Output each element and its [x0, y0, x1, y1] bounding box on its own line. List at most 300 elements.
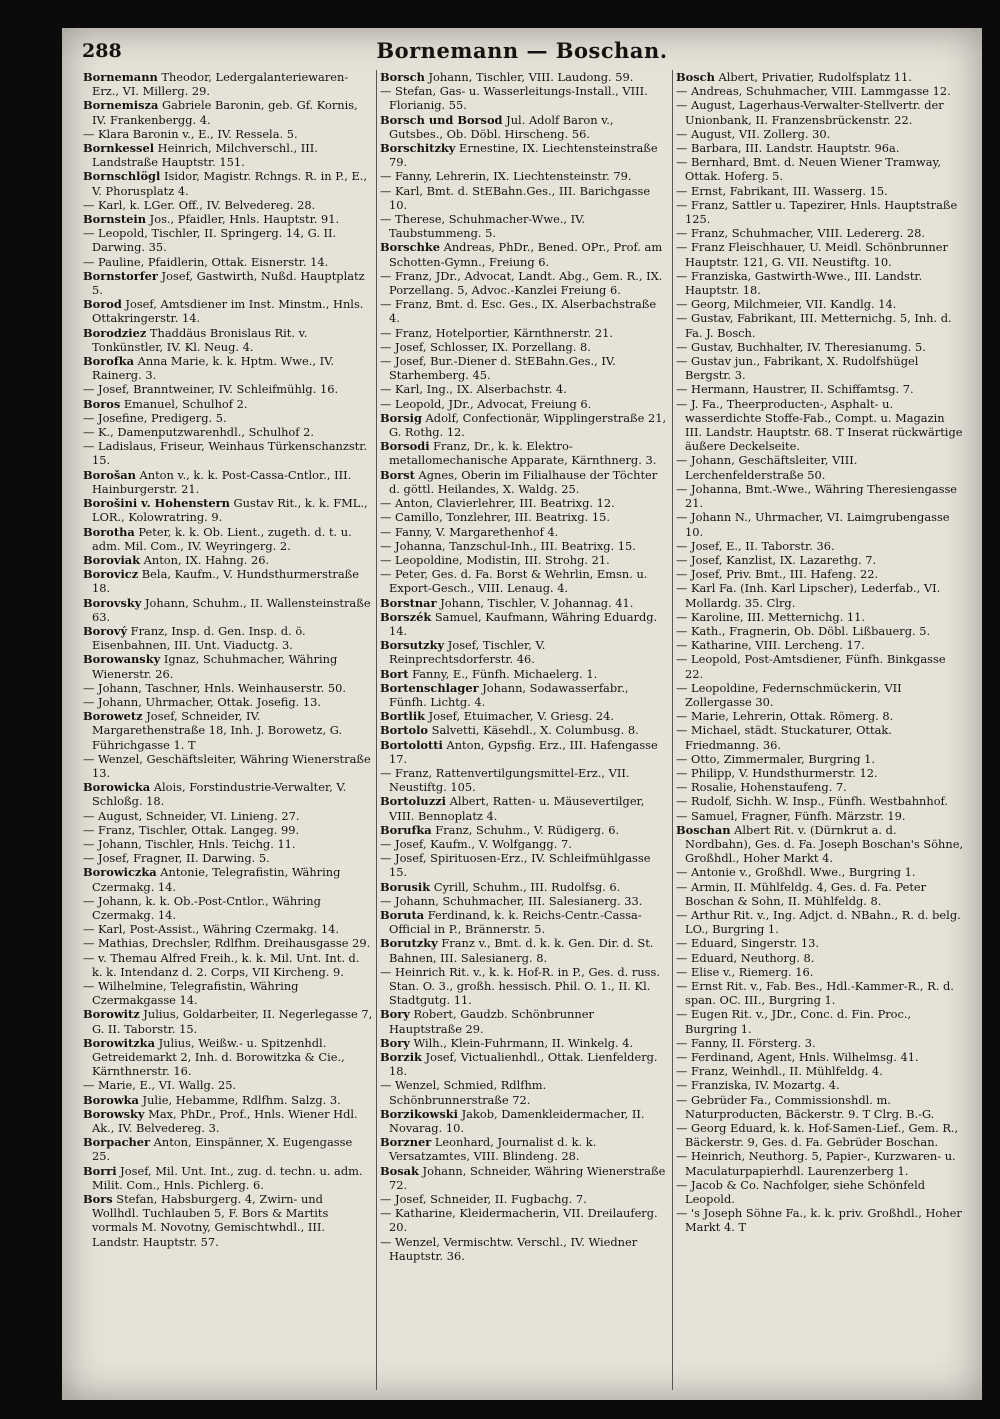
entry-text: — Josef, Schlosser, IX. Porzellang. 8. — [380, 339, 591, 354]
directory-entry — [676, 979, 965, 1007]
entry-text: Adolf, Confectionär, Wipplingerstraße 21, G. Rothg. 12. — [389, 410, 667, 440]
entry-text: — Eugen Rit. v., JDr., Conc. d. Fin. Proc., Burgring 1. — [676, 1007, 912, 1036]
directory-entry — [83, 894, 373, 922]
entry-text: — Johann, Schuhmacher, III. Salesianerg. 33. — [380, 893, 643, 908]
entry-text: — J. Fa., Theerproducten-, Asphalt- u. wasserdichte Stoffe-Fab., Compt. u. Magazin III. Landstr. Hauptstr. 68. T Inserat rückwärtige äußere Deckelseite. — [676, 396, 963, 454]
entry-name: Bort — [380, 666, 409, 681]
entry-text: — Leopoldine, Modistin, III. Strohg. 21. — [380, 552, 610, 567]
directory-entry — [676, 1064, 965, 1078]
entry-text: — Georg Eduard, k. k. Hof-Samen-Lief., Gem. R., Bäckerstr. 9, Ges. d. Fa. Gebrüder Boschan. — [676, 1121, 959, 1150]
directory-entry — [83, 1164, 373, 1192]
entry-text: — Camillo, Tonzlehrer, III. Beatrixg. 15. — [380, 510, 610, 525]
entry-text: — v. Themau Alfred Freih., k. k. Mil. Unt. Int. d. k. k. Intendanz d. 2. Corps, VII Kircheng. 9. — [83, 950, 360, 979]
entry-name: Boroviak — [83, 552, 141, 567]
entry-text: Josef, Mil. Unt. Int., zug. d. techn. u. adm. Milit. Com., Hnls. Pichlerg. 6. — [92, 1163, 363, 1192]
entry-text: — Gustav, Buchhalter, IV. Theresianumg. 5. — [676, 339, 926, 354]
entry-text: Josef, Tischler, V. Reinprechtsdorferstr. 46. — [389, 638, 546, 667]
directory-entry — [676, 84, 965, 98]
entry-name: Borsch und Borsod — [380, 112, 503, 127]
entry-text: Julie, Hebamme, Rdlfhm. Salzg. 3. — [138, 1092, 341, 1107]
directory-entry — [676, 610, 965, 624]
directory-entry — [676, 1007, 965, 1035]
directory-entry — [83, 354, 373, 382]
entry-text: — Karl, k. LGer. Off., IV. Belvedereg. 28. — [83, 197, 316, 212]
entry-text: — Klara Baronin v., E., IV. Ressela. 5. — [83, 126, 298, 141]
entry-text: — August, Schneider, VI. Linieng. 27. — [83, 808, 300, 823]
directory-entry — [83, 936, 373, 950]
entry-text: — Franz, Schuhmacher, VIII. Ledererg. 28. — [676, 226, 925, 241]
entry-text: — Johanna, Bmt.-Wwe., Währing Theresiengasse 21. — [676, 481, 958, 511]
entry-text: — Fanny, II. Försterg. 3. — [676, 1035, 816, 1050]
entry-text: — 's Joseph Söhne Fa., k. k. priv. Großhdl., Hoher Markt 4. T — [676, 1206, 962, 1235]
entry-text: — Johann, Taschner, Hnls. Weinhauserstr. 50. — [83, 680, 347, 695]
directory-entry — [380, 709, 669, 723]
entry-name: Borzikowski — [380, 1106, 458, 1121]
directory-entry — [380, 553, 669, 567]
directory-entry — [83, 269, 373, 297]
entry-name: Borowicka — [83, 780, 151, 795]
entry-text: — Franziska, IV. Mozartg. 4. — [676, 1078, 840, 1093]
directory-entry — [380, 610, 669, 638]
directory-entry — [380, 681, 669, 709]
entry-name: Borošan — [83, 467, 136, 482]
entry-text: — Franz, Hotelportier, Kärnthnerstr. 21. — [380, 325, 613, 340]
directory-entry — [676, 226, 965, 240]
entry-name: Borri — [83, 1163, 117, 1178]
entry-text: Robert, Gaudzb. Schönbrunner Hauptstraße 29. — [389, 1007, 594, 1036]
entry-text: — Andreas, Schuhmacher, VIII. Lammgasse 12. — [676, 84, 951, 99]
directory-entry — [676, 184, 965, 198]
directory-entry — [83, 397, 373, 411]
directory-entry — [380, 723, 669, 737]
directory-entry — [676, 823, 965, 866]
directory-entry — [676, 780, 965, 794]
entry-text: Johann, Tischler, VIII. Laudong. 59. — [424, 70, 634, 84]
entry-text: — Josef, Spirituosen-Erz., IV. Schleifmühlgasse 15. — [380, 851, 651, 880]
entry-name: Borstnar — [380, 595, 437, 610]
entry-text: — Fanny, V. Margarethenhof 4. — [380, 524, 559, 539]
entry-text: Ernestine, IX. Liechtensteinstraße 79. — [389, 141, 658, 170]
entry-text: — Armin, II. Mühlfeldg. 4, Ges. d. Fa. Peter Boschan & Sohn, II. Mühlfeldg. 8. — [676, 879, 927, 908]
entry-name: Borsutzky — [380, 638, 445, 653]
page-header — [62, 28, 982, 68]
entry-text: Samuel, Kaufmann, Währing Eduardg. 14. — [389, 609, 658, 638]
directory-entry — [380, 1206, 669, 1234]
entry-text: Johann, Schuhm., II. Wallensteinstraße 63. — [92, 595, 371, 624]
entry-text: Isidor, Magistr. Rchngs. R. in P., E., V. Phorusplatz 4. — [92, 169, 367, 198]
entry-text: — Josefine, Predigerg. 5. — [83, 410, 227, 425]
entry-text: Albert, Privatier, Rudolfsplatz 11. — [714, 70, 912, 84]
entry-text: Johann, Sodawasserfabr., Fünfh. Lichtg. 4. — [389, 680, 629, 709]
entry-name: Borzner — [380, 1135, 432, 1150]
entry-name: Bornemisza — [83, 98, 159, 113]
directory-entry — [676, 709, 965, 723]
directory-entry — [83, 851, 373, 865]
directory-entry — [83, 1107, 373, 1135]
entry-text: — Josef, Fragner, II. Darwing. 5. — [83, 851, 270, 866]
directory-entry — [676, 951, 965, 965]
entry-text: — Wenzel, Vermischtw. Verschl., IV. Wiedner Hauptstr. 36. — [380, 1234, 638, 1263]
directory-entry — [380, 1164, 669, 1192]
entry-text: — Anton, Clavierlehrer, III. Beatrixg. 12. — [380, 496, 615, 511]
entry-text: — Ladislaus, Friseur, Weinhaus Türkenschanzstr. 15. — [83, 439, 368, 468]
entry-name: Bortenschlager — [380, 680, 479, 695]
entry-text: — Johann N., Uhrmacher, VI. Laimgrubengasse 10. — [676, 510, 950, 539]
entry-name: Bory — [380, 1035, 410, 1050]
entry-name: Bosak — [380, 1163, 419, 1178]
entry-text: — Josef, Schneider, II. Fugbachg. 7. — [380, 1192, 587, 1207]
entry-name: Borowka — [83, 1092, 139, 1107]
entry-text: — Rudolf, Sichh. W. Insp., Fünfh. Westbahnhof. — [676, 794, 948, 809]
directory-entry — [83, 922, 373, 936]
directory-entry — [676, 1149, 965, 1177]
directory-entry — [380, 340, 669, 354]
entry-text: — Stefan, Gas- u. Wasserleitungs-Install., VIII. Florianig. 55. — [380, 84, 648, 113]
entry-text: Julius, Goldarbeiter, II. Negerlegasse 7, G. II. Taborstr. 15. — [92, 1007, 373, 1036]
directory-entry — [676, 1121, 965, 1149]
directory-entry — [676, 510, 965, 538]
entry-name: Borowiczka — [83, 865, 157, 880]
directory-entry — [380, 510, 669, 524]
directory-entry — [380, 965, 669, 1008]
entry-text: — Katharine, Kleidermacherin, VII. Dreilauferg. 20. — [380, 1206, 658, 1235]
directory-entry — [676, 936, 965, 950]
running-head: Bornemann — Boschan. — [376, 38, 668, 63]
entry-name: Bors — [83, 1192, 113, 1207]
directory-entry — [83, 439, 373, 467]
directory-entry — [380, 908, 669, 936]
entry-name: Bortlik — [380, 709, 426, 724]
entry-text: — Johanna, Tanzschul-Inh., III. Beatrixg. 15. — [380, 538, 636, 553]
entry-text: — August, VII. Zollerg. 30. — [676, 126, 831, 141]
directory-entry — [83, 468, 373, 496]
entry-text: — Gustav, Fabrikant, III. Metternichg. 5, Inh. d. Fa. J. Bosch. — [676, 311, 952, 340]
directory-entry — [676, 382, 965, 396]
entry-text: — Ferdinand, Agent, Hnls. Wilhelmsg. 41. — [676, 1050, 919, 1065]
directory-entry — [676, 269, 965, 297]
entry-text: — Josef, E., II. Taborstr. 36. — [676, 538, 835, 553]
directory-entry — [676, 624, 965, 638]
entry-text: — August, Lagerhaus-Verwalter-Stellvertr. der Unionbank, II. Franzensbrückenstr. 22. — [676, 98, 944, 127]
entry-text: — Leopold, Tischler, II. Springerg. 14, G. II. Darwing. 35. — [83, 226, 337, 255]
entry-name: Borowetz — [83, 709, 143, 724]
entry-name: Borpacher — [83, 1135, 151, 1150]
entry-name: Borowansky — [83, 652, 161, 667]
entry-text: Ignaz, Schuhmacher, Währing Wienerstr. 26. — [92, 652, 338, 681]
directory-entry — [380, 1036, 669, 1050]
directory-entry — [676, 141, 965, 155]
entry-text: Gabriele Baronin, geb. Gf. Kornis, IV. Frankenbergg. 4. — [92, 98, 358, 127]
page-number: 288 — [82, 40, 122, 62]
entry-text: — Kath., Fragnerin, Ob. Döbl. Lißbauerg. 5. — [676, 623, 931, 638]
directory-entry — [380, 70, 669, 84]
entry-text: — Eduard, Singerstr. 13. — [676, 936, 819, 951]
entry-text: — Josef, Branntweiner, IV. Schleifmühlg. 16. — [83, 382, 339, 397]
entry-text: Stefan, Habsburgerg. 4, Zwirn- und Wollhdl. Tuchlauben 5, F. Bors & Martits vormals M. Novotny, Gemischtwhdl., III. Landstr. Hauptstr. 57. — [92, 1192, 329, 1249]
entry-text: — Philipp, V. Hundsthurmerstr. 12. — [676, 765, 878, 780]
entry-text: — Ernst, Fabrikant, III. Wasserg. 15. — [676, 183, 888, 198]
entry-text: — Franz, Rattenvertilgungsmittel-Erz., VII. Neustiftg. 105. — [380, 765, 630, 795]
entry-text: Gustav Rit., k. k. FML., LOR., Kolowratring. 9. — [92, 496, 368, 525]
directory-entry — [380, 894, 669, 908]
directory-entry — [676, 1206, 965, 1234]
directory-entry — [676, 127, 965, 141]
entry-text: Salvetti, Käsehdl., X. Columbusg. 8. — [428, 723, 639, 738]
directory-entry — [380, 837, 669, 851]
entry-text: — Johann, Tischler, Hnls. Teichg. 11. — [83, 836, 296, 851]
directory-entry — [380, 525, 669, 539]
entry-text: — K., Damenputzwarenhdl., Schulhof 2. — [83, 425, 314, 440]
directory-entry — [83, 596, 373, 624]
entry-text: — Samuel, Fragner, Fünfh. Märzstr. 19. — [676, 808, 906, 823]
entry-text: — Franz, Bmt. d. Esc. Ges., IX. Alserbachstraße 4. — [380, 297, 657, 326]
directory-entry — [380, 212, 669, 240]
directory-entry — [676, 539, 965, 553]
entry-name: Bornschlögl — [83, 169, 161, 184]
directory-entry — [83, 212, 373, 226]
entry-text: Antonie, Telegrafistin, Währing Czermakg. 14. — [92, 865, 341, 894]
entry-text: — Leopoldine, Federnschmückerin, VII Zollergasse 30. — [676, 680, 902, 709]
entry-text: Josef, Victualienhdl., Ottak. Lienfelderg. 18. — [389, 1050, 658, 1079]
directory-entry — [380, 936, 669, 964]
entry-name: Bornkessel — [83, 141, 155, 156]
directory-entry — [380, 240, 669, 268]
entry-text: Leonhard, Journalist d. k. k. Versatzamtes, VIII. Blindeng. 28. — [389, 1135, 597, 1164]
directory-entry — [676, 908, 965, 936]
entry-text: — Josef, Priv. Bmt., III. Hafeng. 22. — [676, 567, 879, 582]
directory-entry — [380, 269, 669, 297]
directory-entry — [83, 951, 373, 979]
directory-entry — [83, 979, 373, 1007]
entry-text: — Michael, städt. Stuckaturer, Ottak. Friedmanng. 36. — [676, 723, 892, 752]
entry-name: Borowitzka — [83, 1035, 155, 1050]
entry-text: Theodor, Ledergalanteriewaren-Erz., VI. Millerg. 29. — [92, 70, 349, 99]
entry-name: Borod — [83, 297, 122, 312]
directory-entry — [83, 127, 373, 141]
entry-text: Agnes, Oberin im Filialhause der Töchter d. göttl. Heilandes, X. Waldg. 25. — [389, 467, 658, 496]
entry-text: — Karl Fa. (Inh. Karl Lipscher), Lederfab., VI. Mollardg. 35. Clrg. — [676, 581, 941, 610]
entry-text: — Otto, Zimmermaler, Burgring 1. — [676, 751, 876, 766]
entry-name: Borový — [83, 623, 128, 638]
directory-entry — [676, 297, 965, 311]
directory-columns — [80, 70, 970, 1390]
entry-text: — Hermann, Haustrer, II. Schiffamtsg. 7. — [676, 382, 914, 397]
entry-text: — Katharine, VIII. Lercheng. 17. — [676, 638, 865, 653]
entry-text: Johann, Schneider, Währing Wienerstraße 72. — [389, 1163, 666, 1192]
entry-name: Borutzky — [380, 936, 438, 951]
directory-entry — [380, 1107, 669, 1135]
entry-name: Borošini v. Hohenstern — [83, 496, 230, 511]
directory-entry — [380, 539, 669, 553]
directory-entry — [676, 1050, 965, 1064]
entry-text: — Gebrüder Fa., Commissionshdl. m. Naturproducten, Bäckerstr. 9. T Clrg. B.-G. — [676, 1092, 935, 1121]
directory-entry — [380, 326, 669, 340]
directory-entry — [676, 397, 965, 454]
entry-text: — Josef, Bur.-Diener d. StEBahn.Ges., IV. Starhemberg. 45. — [380, 354, 616, 383]
entry-text: Wilh., Klein-Fuhrmann, II. Winkelg. 4. — [409, 1035, 634, 1050]
entry-text: Jos., Pfaidler, Hnls. Hauptstr. 91. — [146, 212, 340, 227]
directory-entry — [83, 652, 373, 680]
entry-text: — Therese, Schuhmacher-Wwe., IV. Taubstummeng. 5. — [380, 212, 586, 241]
directory-entry — [83, 1192, 373, 1249]
entry-text: Emanuel, Schulhof 2. — [120, 396, 248, 411]
entry-text: — Antonie v., Großhdl. Wwe., Burgring 1. — [676, 865, 916, 880]
entry-text: — Jacob & Co. Nachfolger, siehe Schönfeld Leopold. — [676, 1177, 926, 1207]
entry-name: Bornemann — [83, 70, 158, 84]
entry-text: Jul. Adolf Baron v., Gutsbes., Ob. Döbl. Hirscheng. 56. — [389, 112, 614, 141]
directory-entry — [676, 340, 965, 354]
entry-text: Heinrich, Milchverschl., III. Landstraße Hauptstr. 151. — [92, 141, 318, 170]
entry-name: Bornstein — [83, 212, 147, 227]
directory-page — [62, 28, 982, 1400]
column-2 — [376, 70, 672, 1390]
directory-entry — [380, 397, 669, 411]
entry-name: Boschan — [676, 822, 731, 837]
directory-entry — [676, 1078, 965, 1092]
entry-text: — Johann, Uhrmacher, Ottak. Josefig. 13. — [83, 694, 322, 709]
directory-entry — [83, 297, 373, 325]
entry-text: Alois, Forstindustrie-Verwalter, V. Schloßg. 18. — [92, 780, 347, 809]
entry-name: Borszék — [380, 609, 432, 624]
directory-entry — [83, 326, 373, 354]
entry-text: — Leopold, JDr., Advocat, Freiung 6. — [380, 396, 592, 411]
entry-text: — Karoline, III. Metternichg. 11. — [676, 609, 866, 624]
directory-entry — [380, 1078, 669, 1106]
entry-text: — Marie, E., VI. Wallg. 25. — [83, 1078, 237, 1093]
directory-entry — [380, 468, 669, 496]
directory-entry — [676, 311, 965, 339]
directory-entry — [83, 809, 373, 823]
directory-entry — [83, 525, 373, 553]
directory-entry — [83, 198, 373, 212]
entry-name: Borowsky — [83, 1106, 145, 1121]
entry-text: — Marie, Lehrerin, Ottak. Römerg. 8. — [676, 709, 894, 724]
entry-text: Anton, Gypsfig. Erz., III. Hafengasse 17. — [389, 737, 658, 766]
entry-text: — Wenzel, Geschäftsleiter, Währing Wienerstraße 13. — [83, 751, 371, 780]
entry-text: Fanny, E., Fünfh. Michaelerg. 1. — [408, 666, 598, 681]
directory-entry — [83, 1007, 373, 1035]
entry-text: — Franz, Weinhdl., II. Mühlfeldg. 4. — [676, 1064, 883, 1079]
entry-name: Borsch — [380, 70, 425, 84]
directory-entry — [676, 794, 965, 808]
entry-text: — Franz Fleischhauer, U. Meidl. Schönbrunner Hauptstr. 121, G. VII. Neustiftg. 10. — [676, 240, 948, 269]
entry-text: — Franz, JDr., Advocat, Landt. Abg., Gem. R., IX. Porzellang. 5, Advoc.-Kanzlei Freiung 6. — [380, 268, 663, 298]
directory-entry — [83, 226, 373, 254]
column-1 — [80, 70, 376, 1390]
entry-name: Borsig — [380, 410, 422, 425]
directory-entry — [380, 496, 669, 510]
entry-text: — Gustav jun., Fabrikant, X. Rudolfshügel Bergstr. 3. — [676, 354, 919, 383]
directory-entry — [380, 297, 669, 325]
directory-entry — [676, 1178, 965, 1206]
directory-entry — [83, 695, 373, 709]
entry-text: Ferdinand, k. k. Reichs-Centr.-Cassa-Official in P., Brännerstr. 5. — [389, 907, 642, 937]
directory-entry — [676, 553, 965, 567]
directory-entry — [83, 553, 373, 567]
directory-entry — [380, 1050, 669, 1078]
entry-text: — Arthur Rit. v., Ing. Adjct. d. NBahn., R. d. belg. LO., Burgring 1. — [676, 907, 961, 937]
entry-text: — Leopold, Post-Amtsdiener, Fünfh. Binkgasse 22. — [676, 652, 946, 681]
entry-text: — Rosalie, Hohenstaufeng. 7. — [676, 780, 847, 795]
directory-entry — [83, 865, 373, 893]
directory-entry — [676, 581, 965, 609]
entry-text: — Franz, Tischler, Ottak. Langeg. 99. — [83, 822, 300, 837]
directory-entry — [380, 382, 669, 396]
directory-entry — [83, 780, 373, 808]
entry-name: Bortolotti — [380, 737, 443, 752]
directory-entry — [83, 425, 373, 439]
directory-entry — [380, 1135, 669, 1163]
entry-text: — Pauline, Pfaidlerin, Ottak. Eisnerstr. 14. — [83, 254, 329, 269]
entry-text: — Franz, Sattler u. Tapezirer, Hnls. Hauptstraße 125. — [676, 197, 958, 227]
directory-entry — [380, 1192, 669, 1206]
entry-text: — Wilhelmine, Telegrafistin, Währing Czermakgasse 14. — [83, 979, 299, 1008]
entry-text: Franz, Schuhm., V. Rüdigerg. 6. — [431, 822, 620, 837]
entry-name: Borofka — [83, 354, 134, 369]
directory-entry — [83, 752, 373, 780]
directory-entry — [380, 411, 669, 439]
directory-entry — [676, 681, 965, 709]
directory-entry — [380, 596, 669, 610]
entry-text: — Peter, Ges. d. Fa. Borst & Wehrlin, Emsn. u. Export-Gesch., VIII. Lenaug. 4. — [380, 567, 648, 596]
directory-entry — [676, 155, 965, 183]
entry-text: Cyrill, Schuhm., III. Rudolfsg. 6. — [430, 879, 621, 894]
entry-text: — Karl, Bmt. d. StEBahn.Ges., III. Barichgasse 10. — [380, 183, 651, 212]
directory-entry — [676, 354, 965, 382]
directory-entry — [676, 880, 965, 908]
directory-entry — [676, 652, 965, 680]
entry-name: Bory — [380, 1007, 410, 1022]
entry-text: Josef, Etuimacher, V. Griesg. 24. — [425, 709, 614, 724]
entry-name: Borusik — [380, 879, 431, 894]
directory-entry — [676, 723, 965, 751]
entry-text: Andreas, PhDr., Bened. OPr., Prof. am Schotten-Gymn., Freiung 6. — [389, 240, 663, 269]
entry-text: Max, PhDr., Prof., Hnls. Wiener Hdl. Ak., IV. Belvedereg. 3. — [92, 1106, 358, 1136]
directory-entry — [380, 1235, 669, 1263]
entry-text: Anton, IX. Hahng. 26. — [140, 552, 270, 567]
directory-entry — [380, 1007, 669, 1035]
entry-name: Borst — [380, 467, 415, 482]
directory-entry — [380, 667, 669, 681]
entry-text: Thaddäus Bronislaus Rit. v. Tonkünstler, IV. Kl. Neug. 4. — [92, 325, 308, 354]
entry-name: Borsodi — [380, 439, 430, 454]
directory-entry — [83, 1078, 373, 1092]
entry-text: Josef, Amtsdiener im Inst. Minstm., Hnls. Ottakringerstr. 14. — [92, 297, 364, 326]
entry-text: Franz, Insp. d. Gen. Insp. d. ö. Eisenbahnen, III. Unt. Viaductg. 3. — [92, 623, 306, 653]
directory-entry — [83, 411, 373, 425]
entry-text: Josef, Schneider, IV. Margarethenstraße 18, Inh. J. Borowetz, G. Führichgasse 1. T — [92, 709, 343, 752]
directory-entry — [380, 638, 669, 666]
entry-text: Julius, Weißw.- u. Spitzenhdl. Getreidemarkt 2, Inh. d. Borowitzka & Cie., Kärnthnerstr. 16. — [92, 1035, 345, 1079]
directory-entry — [380, 567, 669, 595]
directory-entry — [83, 70, 373, 98]
entry-text: Albert Rit. v. (Dürnkrut a. d. Nordbahn), Ges. d. Fa. Joseph Boschan's Söhne, Großhdl., Hoher Markt 4. — [685, 822, 964, 866]
directory-entry — [380, 439, 669, 467]
directory-entry — [380, 84, 669, 112]
entry-text: — Mathias, Drechsler, Rdlfhm. Dreihausgasse 29. — [83, 936, 371, 951]
directory-entry — [83, 823, 373, 837]
entry-text: — Heinrich, Neuthorg. 5, Papier-, Kurzwaren- u. Maculaturpapierhdl. Laurenzerberg 1. — [676, 1149, 956, 1178]
directory-entry — [83, 1093, 373, 1107]
entry-text: Albert, Ratten- u. Mäusevertilger, VIII. Bennoplatz 4. — [389, 794, 645, 823]
directory-entry — [83, 624, 373, 652]
directory-entry — [676, 567, 965, 581]
directory-entry — [380, 354, 669, 382]
directory-entry — [83, 1135, 373, 1163]
entry-text: Anton, Einspänner, X. Eugengasse 25. — [92, 1135, 353, 1164]
entry-text: — Ernst Rit. v., Fab. Bes., Hdl.-Kammer-R., R. d. span. OC. III., Burgring 1. — [676, 979, 954, 1008]
directory-entry — [676, 766, 965, 780]
